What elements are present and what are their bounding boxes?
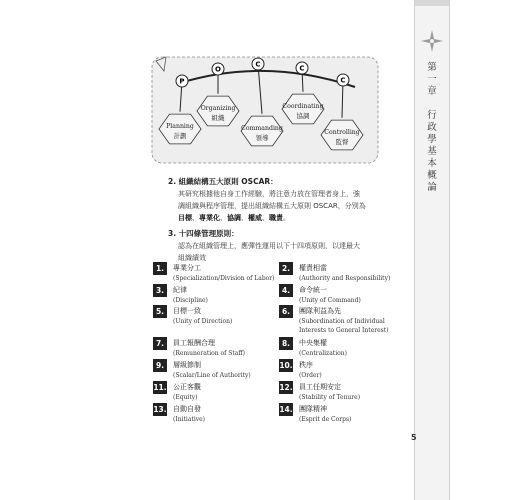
- function-zh-label: 計劃: [173, 132, 187, 140]
- principle-zh: 公正客觀: [173, 383, 201, 391]
- principle-number: 12.: [279, 383, 293, 392]
- principle-item: [153, 337, 273, 357]
- term-separator: 、: [220, 214, 227, 222]
- function-zh-label: 組織: [211, 114, 225, 122]
- principle-zh: 團隊利益為先: [299, 307, 341, 315]
- principle-en-line: (Initiative): [173, 416, 206, 423]
- principle-item: [279, 381, 399, 401]
- tab-title-char: 本: [427, 158, 437, 169]
- function-en-label: Coordinating: [282, 103, 324, 110]
- page-number: 5: [411, 433, 417, 442]
- section3-line1: 認為在組織管理上，應彈性運用以下十四項原則，以達最大: [178, 242, 360, 250]
- principle-en-line: (Scalar/Line of Authority): [173, 372, 251, 379]
- principle-item: [279, 359, 399, 379]
- tab-title-char: 學: [427, 134, 437, 145]
- principle-item: [279, 284, 399, 304]
- principle-number: 2.: [279, 262, 293, 275]
- principle-item: [153, 381, 273, 401]
- principle-number: 10.: [279, 361, 293, 370]
- principle-en-line: Interests to General Interest): [299, 327, 389, 334]
- principle-en: [173, 415, 205, 424]
- principle-number: 14.: [279, 405, 293, 414]
- function-en-label: Organizing: [200, 105, 236, 112]
- principle-number: 7.: [153, 337, 167, 350]
- principle-en-line: (Unity of Command): [299, 297, 361, 304]
- section2-heading-prefix: 2. 組織結構五大原則: [168, 177, 242, 186]
- section3-line2: 組織績效: [178, 254, 206, 262]
- function-zh-label: 監督: [335, 138, 349, 146]
- principle-zh: 紀律: [173, 286, 187, 294]
- principle-en: [173, 349, 245, 358]
- principle-zh: 自動自發: [173, 405, 201, 413]
- principle-zh: 權責相當: [299, 264, 327, 272]
- oscar-term: 協調: [227, 214, 241, 222]
- principle-zh: 專業分工: [173, 264, 201, 272]
- tab-title-char: 一: [427, 74, 437, 85]
- section2-line1: 其研究根據他自身工作經驗，將注意力放在管理者身上，強: [178, 190, 360, 198]
- principle-en-line: (Order): [299, 372, 322, 379]
- function-en-label: Controlling: [324, 129, 360, 136]
- principle-zh: 員工報酬合理: [173, 339, 215, 347]
- line3-end: 。: [283, 214, 290, 222]
- principle-en: [173, 317, 232, 326]
- function-en-label: Planning: [166, 123, 194, 130]
- principle-number: 9.: [153, 359, 167, 372]
- tab-title-char: 政: [427, 122, 437, 133]
- term-separator: 、: [192, 214, 199, 222]
- principle-en-line: (Unity of Direction): [173, 318, 233, 325]
- tab-title-char: 概: [427, 170, 437, 181]
- section3-paragraph: [178, 240, 400, 264]
- tab-title-char: 第: [427, 62, 437, 73]
- principle-en: [173, 296, 208, 305]
- principle-number: 3.: [153, 284, 167, 297]
- principle-number: 11.: [153, 383, 167, 392]
- principle-item: [279, 403, 399, 423]
- section2-heading-suffix: ：: [270, 177, 278, 186]
- chapter-tab: [414, 0, 450, 500]
- principle-zh: 秩序: [299, 361, 313, 369]
- principle-number: 4.: [279, 284, 293, 297]
- principle-item: [153, 284, 273, 304]
- tab-title-char: 行: [427, 110, 437, 121]
- principle-number: 8.: [279, 337, 293, 350]
- principle-en: [173, 371, 251, 380]
- principle-zh: 員工任期安定: [299, 383, 341, 391]
- principle-zh: 目標一致: [173, 307, 201, 315]
- function-zh-label: 協調: [296, 112, 310, 120]
- principle-item: [153, 359, 273, 379]
- poccc-letter: C: [255, 60, 261, 69]
- section3-heading: 3. 十四條管理原則：: [168, 229, 239, 238]
- principle-en: [299, 349, 347, 358]
- principle-zh: 中央集權: [299, 339, 327, 347]
- tab-title-char: [423, 98, 441, 110]
- principle-en: [299, 317, 389, 335]
- section2-paragraph: [178, 188, 400, 224]
- principle-number: 1.: [153, 262, 167, 275]
- principle-zh: 層級節制: [173, 361, 201, 369]
- principle-en-line: (Stability of Tenure): [299, 394, 361, 401]
- section2-heading-oscar: OSCAR: [241, 177, 271, 186]
- poccc-diagram: [150, 55, 380, 165]
- oscar-term: 目標: [178, 214, 192, 222]
- principle-item: [279, 262, 399, 282]
- function-en-label: Commanding: [241, 125, 283, 132]
- principle-en-line: (Subordination of Individual: [299, 318, 385, 325]
- principle-zh: 團隊精神: [299, 405, 327, 413]
- principle-en: [299, 274, 390, 283]
- compass-ornament-icon: [421, 30, 443, 52]
- principle-en-line: (Centralization): [299, 350, 347, 357]
- term-separator: 、: [262, 214, 269, 222]
- principle-en: [299, 371, 322, 380]
- principle-en-line: (Esprit de Corps): [299, 416, 352, 423]
- principle-en: [299, 415, 351, 424]
- principle-item: [153, 305, 273, 325]
- section2-line3: [178, 212, 400, 224]
- principle-en-line: (Specialization/Division of Labor): [173, 275, 275, 282]
- principle-zh: 命令統一: [299, 286, 327, 294]
- principle-en-line: (Discipline): [173, 297, 208, 304]
- poccc-letter: P: [179, 77, 185, 86]
- tab-title-char: 基: [427, 146, 437, 157]
- principle-en: [299, 296, 361, 305]
- principle-number: 5.: [153, 305, 167, 318]
- section2-heading: [168, 176, 278, 187]
- tab-title-char: 章: [427, 86, 437, 97]
- principle-en: [173, 274, 275, 283]
- principle-en: [173, 393, 198, 402]
- chapter-title-vertical: [423, 62, 441, 194]
- function-zh-label: 領導: [255, 134, 269, 142]
- tab-top-bar: [415, 0, 449, 6]
- poccc-letter: C: [299, 64, 305, 73]
- principle-en-line: (Equity): [173, 394, 198, 401]
- principle-item: [279, 337, 399, 357]
- principle-en-line: (Remuneration of Staff): [173, 350, 245, 357]
- principle-item: [153, 262, 273, 282]
- principle-en: [299, 393, 360, 402]
- principle-number: 6.: [279, 305, 293, 318]
- oscar-term: 職責: [269, 214, 283, 222]
- oscar-term: 權威: [248, 214, 262, 222]
- term-separator: 、: [241, 214, 248, 222]
- principle-en-line: (Authority and Responsibility): [299, 275, 391, 282]
- poccc-letter: O: [215, 65, 221, 74]
- oscar-term: 專業化: [199, 214, 220, 222]
- tab-title-char: 論: [427, 182, 437, 193]
- poccc-letter: C: [340, 76, 346, 85]
- principle-item: [153, 403, 273, 423]
- principle-item: [279, 305, 399, 334]
- section2-line2: 調組織與程序管理，提出組織結構五大原則 OSCAR，分別為: [178, 202, 366, 210]
- principle-number: 13.: [153, 405, 167, 414]
